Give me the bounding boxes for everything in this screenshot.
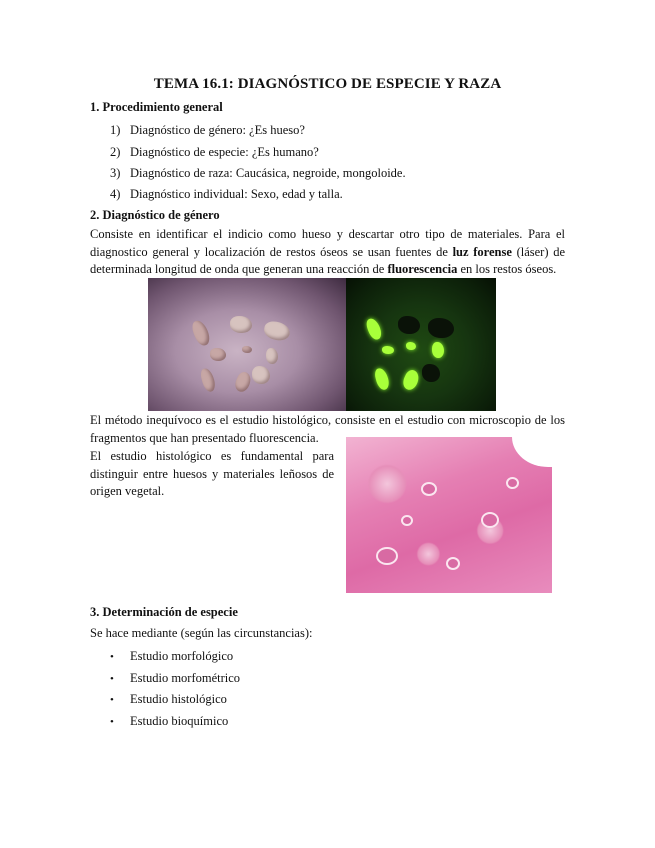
bone-fragments-fluorescence-image [346,278,496,411]
page-title: TEMA 16.1: DIAGNÓSTICO DE ESPECIE Y RAZA [153,76,502,92]
list-item [110,187,343,202]
list-number: 2) [110,145,121,159]
list-text: Estudio histológico [130,692,227,706]
list-item [110,714,228,729]
list-text: Estudio morfométrico [130,671,241,685]
bone-fluorescence-photo [148,278,496,411]
list-number: 3) [110,166,121,180]
list-number: 4) [110,187,121,201]
text-run: Consiste en identificar el indicio como hueso y descartar otro tipo de materiales. Para el diagnostico general y localización de restos óseos se usan fuentes de [90,227,565,259]
bullet-icon: • [110,673,114,685]
bold-term-luz-forense: luz forense [452,244,512,259]
bullet-icon: • [110,651,114,663]
section-1-heading: 1. Procedimiento general [90,100,223,114]
section-2-paragraph-1 [90,226,565,279]
text-run: (láser) de determinada longitud de onda que generan una reacción de [90,244,565,276]
list-item [110,166,406,181]
list-text: Estudio bioquímico [130,714,229,728]
bone-fragments-white-light-image [148,278,346,411]
list-item [110,649,233,664]
section-3-intro: Se hace mediante (según las circunstancias): [90,626,313,640]
list-item [110,123,305,138]
section-2-paragraph-2: El método inequívoco es el estudio histológico, consiste en el estudio con microscopio de los fragmentos que han presentado fluorescencia. [90,413,565,445]
section-3-heading: 3. Determinación de especie [90,605,238,619]
section-2-paragraph-3: El estudio histológico es fundamental para distinguir entre huesos y materiales leñosos de origen vegetal. [90,449,334,498]
list-item [110,671,240,686]
bullet-icon: • [110,716,114,728]
list-text: Diagnóstico de género: ¿Es hueso? [130,123,305,137]
bold-term-fluorescencia: fluorescencia [387,262,458,276]
bone-histology-micrograph [346,437,552,593]
list-text: Estudio morfológico [130,649,234,663]
list-text: Diagnóstico de raza: Caucásica, negroide, mongoloide. [130,166,406,180]
list-item [110,692,227,707]
list-number: 1) [110,123,121,137]
text-run: en los restos óseos. [457,262,557,276]
bullet-icon: • [110,694,114,706]
section-2-heading: 2. Diagnóstico de género [90,208,220,222]
list-item [110,145,319,160]
list-text: Diagnóstico individual: Sexo, edad y talla. [130,187,343,201]
list-text: Diagnóstico de especie: ¿Es humano? [130,145,319,159]
